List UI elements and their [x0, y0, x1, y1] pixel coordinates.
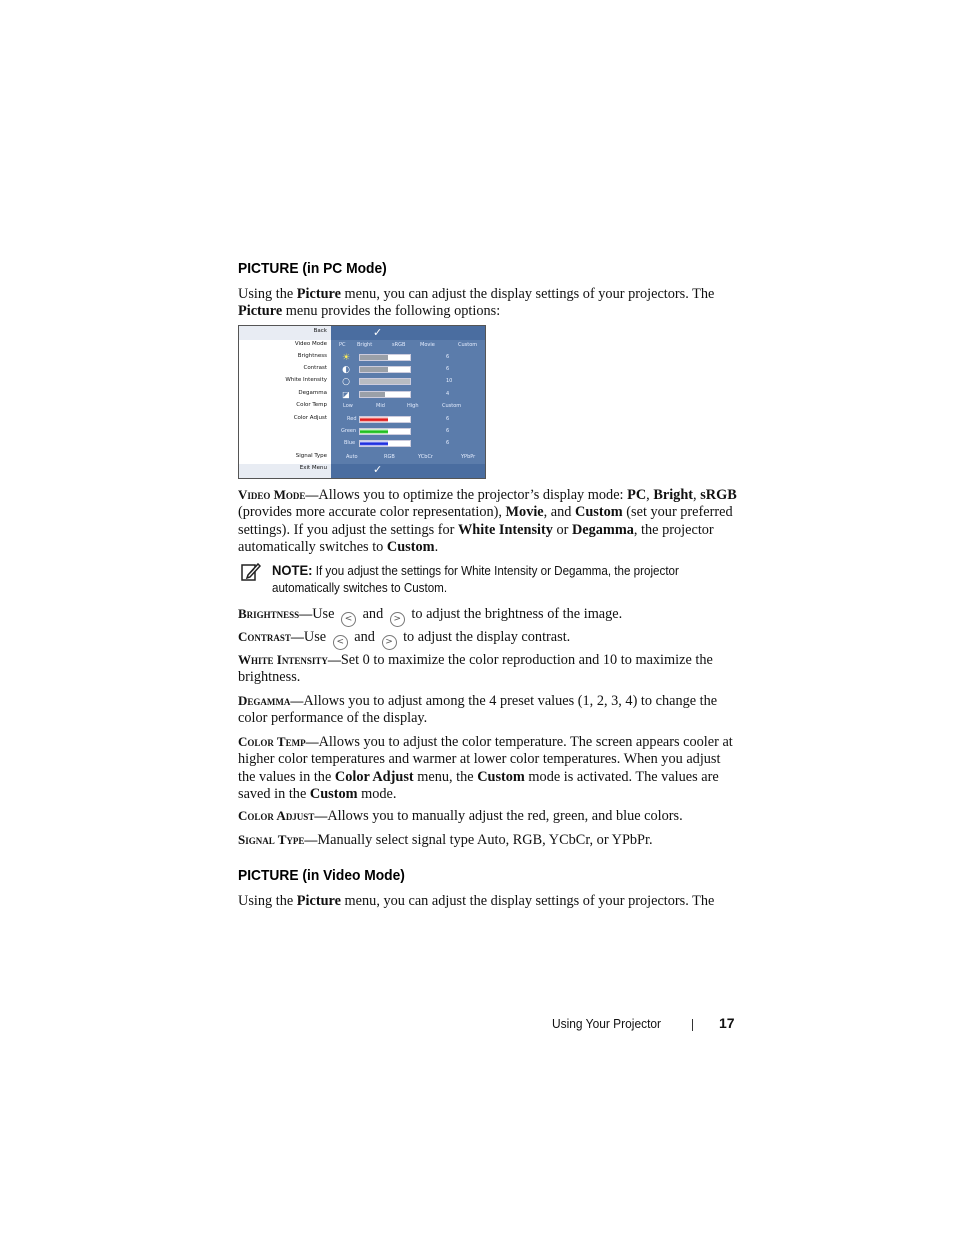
osd-option: Movie [420, 342, 435, 348]
color-adjust-paragraph [238, 807, 738, 825]
intro-text: menu, you can adjust the display settings of your projectors. The [340, 286, 715, 302]
osd-exit-row [239, 464, 485, 476]
text: . [443, 581, 448, 595]
bold: sRGB [700, 487, 737, 503]
osd-row-signal-type [239, 452, 485, 464]
bold: PC [627, 487, 647, 503]
text: Allows you to manually adjust the red, green, and blue colors. [327, 808, 683, 824]
degamma-icon: ◪ [342, 390, 350, 399]
section-heading-video-mode: PICTURE (in Video Mode) [238, 867, 405, 884]
osd-channel-label: Green [341, 428, 357, 434]
footer-divider [692, 1019, 693, 1031]
osd-row-color-adjust-blue [239, 438, 485, 450]
term: White Intensity— [238, 652, 341, 667]
osd-row-white-intensity [239, 376, 485, 388]
text: , the projector automatically switches to [238, 521, 714, 555]
right-arrow-icon: > [382, 635, 397, 650]
brightness-paragraph [238, 605, 738, 627]
text: Allows you to optimize the projector’s display mode: [318, 487, 628, 503]
osd-slider [359, 391, 411, 398]
osd-value: 4 [446, 391, 450, 397]
intro-paragraph [238, 286, 738, 321]
text: or [537, 564, 555, 578]
bold: White Intensity [457, 521, 553, 538]
osd-option: PC [339, 342, 346, 348]
osd-option: Low [343, 403, 353, 409]
text: or [552, 521, 572, 538]
osd-row-label: Color Temp [296, 402, 327, 408]
page-number: 17 [719, 1015, 735, 1031]
osd-slider [359, 428, 411, 435]
text: and [359, 606, 387, 622]
bold: Custom [477, 768, 525, 785]
signal-type-paragraph [238, 831, 738, 849]
degamma-paragraph [238, 692, 738, 728]
osd-value: 6 [446, 354, 450, 360]
bold: White Intensity [461, 564, 538, 578]
osd-row-degamma [239, 389, 485, 401]
osd-row-label: White Intensity [285, 377, 327, 383]
bold: Custom [386, 538, 435, 555]
osd-row-label: Color Adjust [293, 415, 327, 421]
text: to adjust the display contrast. [399, 629, 571, 645]
osd-channel-label: Red [347, 416, 357, 422]
osd-row-label: Brightness [297, 353, 327, 359]
picture-menu-screenshot [238, 325, 486, 479]
intro-text: Using the [238, 893, 297, 909]
osd-slider [359, 378, 411, 385]
osd-option: YCbCr [418, 454, 433, 460]
text: , and [543, 504, 576, 521]
text: Allows you to adjust the color temperature. The screen appears cooler at higher color temperatures and warmer at lower color temperatures. When you adjust the values in the [238, 734, 733, 785]
footer-section-title: Using Your Projector [552, 1016, 662, 1031]
term: Contrast— [238, 629, 304, 644]
intro-bold: Picture [238, 303, 283, 320]
white-intensity-icon: ○ [342, 377, 350, 387]
left-arrow-icon: < [341, 612, 356, 627]
osd-back-label: Back [313, 328, 327, 334]
term: Color Temp— [238, 734, 319, 749]
term: Video Mode— [238, 487, 319, 502]
osd-row-label: Degamma [298, 390, 327, 396]
bold: Bright [653, 487, 694, 503]
bold: Movie [505, 504, 544, 521]
text: to adjust the brightness of the image. [407, 606, 623, 622]
sun-icon: ☀ [341, 353, 351, 363]
right-arrow-icon: > [390, 612, 405, 627]
intro-bold: Picture [296, 893, 341, 909]
osd-option: Auto [346, 454, 358, 460]
text: mode. [357, 785, 397, 802]
osd-option: RGB [384, 454, 395, 460]
text: , [646, 487, 654, 503]
note-label: NOTE: [272, 562, 313, 578]
color-temp-paragraph [238, 733, 738, 803]
text: Use [303, 629, 330, 645]
bold: Color Adjust [334, 768, 414, 785]
osd-value: 10 [446, 378, 453, 384]
text: (provides more accurate color representation), [238, 504, 506, 521]
text: mode is activated. The values are saved in the [238, 768, 719, 802]
text: and [350, 629, 379, 645]
osd-row-brightness [239, 352, 485, 364]
osd-value: 6 [446, 366, 450, 372]
osd-row-contrast [239, 364, 485, 376]
osd-row-color-temp [239, 401, 485, 413]
white-intensity-paragraph [238, 651, 738, 687]
check-icon: ✓ [373, 326, 383, 339]
osd-row-color-adjust-red [239, 414, 485, 426]
osd-channel-label: Blue [344, 440, 356, 446]
osd-row-label: Contrast [303, 365, 327, 371]
left-arrow-icon: < [333, 635, 348, 650]
term: Degamma— [238, 693, 304, 708]
osd-option: Custom [458, 342, 478, 348]
intro-paragraph-video [238, 893, 738, 910]
intro-text: menu provides the following options: [282, 303, 501, 320]
bold: Degamma [554, 564, 608, 578]
osd-option: High [407, 403, 419, 409]
osd-option: sRGB [392, 342, 406, 348]
osd-value: 6 [446, 428, 450, 434]
text: Manually select signal type Auto, RGB, YCbCr, or YPbPr. [317, 832, 653, 848]
osd-row-label: Signal Type [295, 453, 327, 459]
osd-option: YPbPr [461, 454, 476, 460]
osd-row-label: Video Mode [294, 341, 327, 347]
text: menu, the [413, 768, 478, 785]
bold: Degamma [571, 521, 634, 538]
contrast-paragraph [238, 628, 738, 650]
term: Signal Type— [238, 832, 318, 847]
osd-slider [359, 416, 411, 423]
osd-back-row [239, 327, 485, 339]
note-box [272, 562, 709, 597]
osd-slider [359, 366, 411, 373]
bold: Custom [309, 785, 358, 802]
pencil-note-icon [241, 563, 261, 581]
intro-text: Using the [238, 286, 297, 302]
contrast-icon: ◐ [342, 365, 350, 375]
term: Color Adjust— [238, 808, 328, 823]
osd-row-color-adjust-green [239, 426, 485, 438]
text: If you adjust the settings for [312, 564, 462, 578]
osd-value: 6 [446, 416, 450, 422]
text: Set 0 to maximize the color reproduction and 10 to maximize the brightness. [238, 652, 713, 686]
osd-option: Custom [442, 403, 462, 409]
text: . [434, 538, 439, 555]
check-icon: ✓ [373, 463, 383, 476]
intro-bold: Picture [296, 286, 341, 302]
osd-slider [359, 440, 411, 447]
osd-exit-label: Exit Menu [299, 465, 327, 471]
osd-option: Mid [376, 403, 385, 409]
text: Use [312, 606, 339, 622]
osd-row-video-mode [239, 340, 485, 352]
video-mode-paragraph [238, 486, 738, 556]
text: Allows you to adjust among the 4 preset values (1, 2, 3, 4) to change the color performance of the display. [238, 693, 718, 727]
osd-option: Bright [357, 342, 373, 348]
osd-slider [359, 354, 411, 361]
term: Brightness— [238, 606, 313, 621]
bold: Custom [403, 581, 444, 595]
section-heading-pc-mode: PICTURE (in PC Mode) [238, 260, 387, 277]
osd-value: 6 [446, 440, 450, 446]
text: , [693, 487, 701, 503]
bold: Custom [575, 504, 623, 521]
text: , the projector automatically switches to [272, 564, 679, 595]
text: (set your preferred settings). If you adjust the settings for [238, 504, 733, 538]
intro-text: menu, you can adjust the display settings of your projectors. The [340, 893, 715, 909]
